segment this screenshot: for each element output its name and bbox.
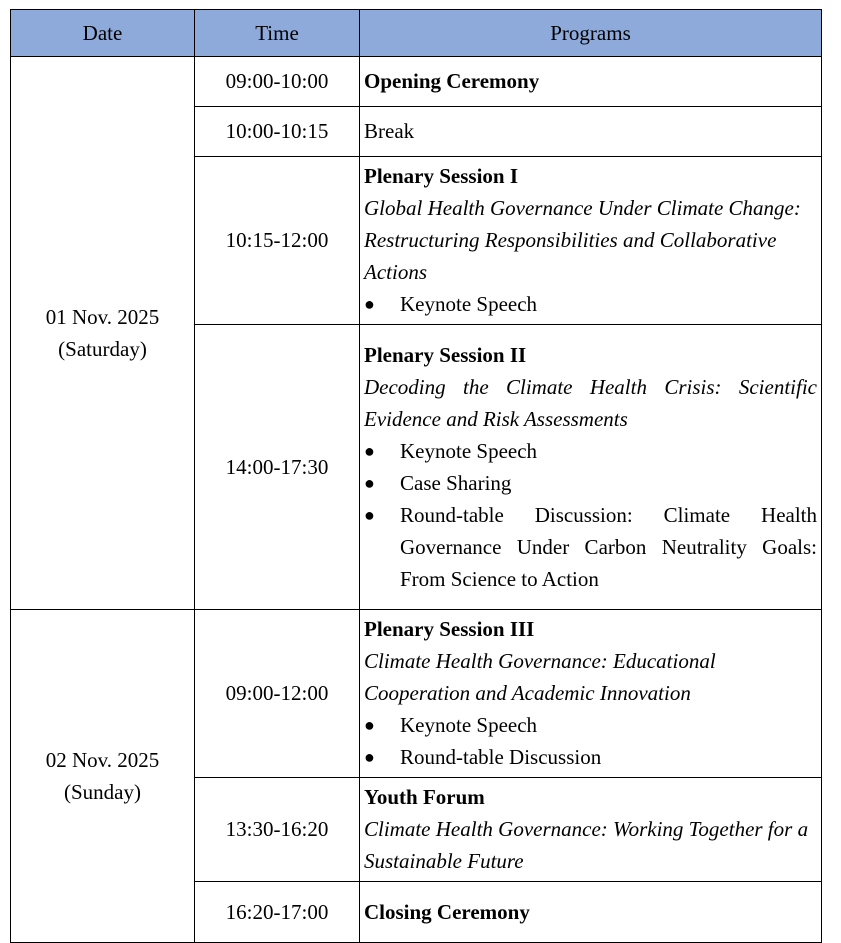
program-subtitle: Climate Health Governance: Working Together for a Sustainable Future — [364, 817, 809, 873]
day-1-date: 01 Nov. 2025 — [45, 305, 160, 329]
time-cell: 10:00-10:15 — [195, 107, 360, 157]
program-subtitle: Global Health Governance Under Climate Change: Restructuring Responsibilities and Collaborative Actions — [364, 196, 801, 284]
program-items — [364, 435, 817, 595]
day-1-cell — [11, 57, 195, 610]
header-programs: Programs — [360, 10, 822, 57]
bullet-icon: ● — [364, 504, 375, 525]
time-cell: 14:00-17:30 — [195, 325, 360, 610]
bullet-icon: ● — [364, 747, 375, 767]
program-items — [364, 288, 817, 320]
table-row — [11, 57, 822, 107]
time-cell: 13:30-16:20 — [195, 778, 360, 882]
program-cell — [360, 325, 822, 610]
program-title: Plenary Session I — [364, 164, 519, 188]
list-item: ● Round-table Discussion — [364, 741, 817, 773]
list-item: ● Keynote Speech — [364, 288, 817, 320]
time-cell: 16:20-17:00 — [195, 882, 360, 943]
schedule-table — [10, 9, 822, 943]
time-cell: 09:00-10:00 — [195, 57, 360, 107]
program-subtitle: Climate Health Governance: Educational Cooperation and Academic Innovation — [364, 649, 716, 705]
program-title: Closing Ceremony — [364, 899, 530, 924]
day-2-weekday: (Sunday) — [64, 780, 141, 804]
program-title: Youth Forum — [364, 785, 485, 809]
program-cell — [360, 57, 822, 107]
list-item: ● Case Sharing — [364, 467, 817, 499]
program-cell — [360, 107, 822, 157]
bullet-icon: ● — [364, 294, 375, 314]
bullet-icon: ● — [364, 440, 375, 461]
list-item: ● Keynote Speech — [364, 435, 817, 467]
header-row — [11, 10, 822, 57]
program-cell — [360, 778, 822, 882]
program-cell — [360, 610, 822, 778]
program-title: Plenary Session II — [364, 342, 527, 367]
program-title: Opening Ceremony — [364, 69, 540, 93]
table-row — [11, 610, 822, 778]
day-2-date: 02 Nov. 2025 — [45, 748, 160, 772]
time-cell: 10:15-12:00 — [195, 157, 360, 325]
list-item: ● Round-table Discussion: Climate Health Governance Under Carbon Neutrality Goals: From Science to Action — [364, 499, 817, 595]
program-items — [364, 709, 817, 773]
bullet-icon: ● — [364, 715, 375, 735]
list-item: ● Keynote Speech — [364, 709, 817, 741]
time-cell: 09:00-12:00 — [195, 610, 360, 778]
day-1-weekday: (Saturday) — [58, 337, 147, 361]
program-subtitle: Decoding the Climate Health Crisis: Scientific Evidence and Risk Assessments — [364, 374, 817, 431]
header-time: Time — [195, 10, 360, 57]
program-title: Plenary Session III — [364, 617, 535, 641]
program-cell — [360, 882, 822, 943]
bullet-icon: ● — [364, 472, 375, 493]
program-cell — [360, 157, 822, 325]
day-2-cell — [11, 610, 195, 943]
header-date: Date — [11, 10, 195, 57]
program-text: Break — [364, 119, 415, 143]
